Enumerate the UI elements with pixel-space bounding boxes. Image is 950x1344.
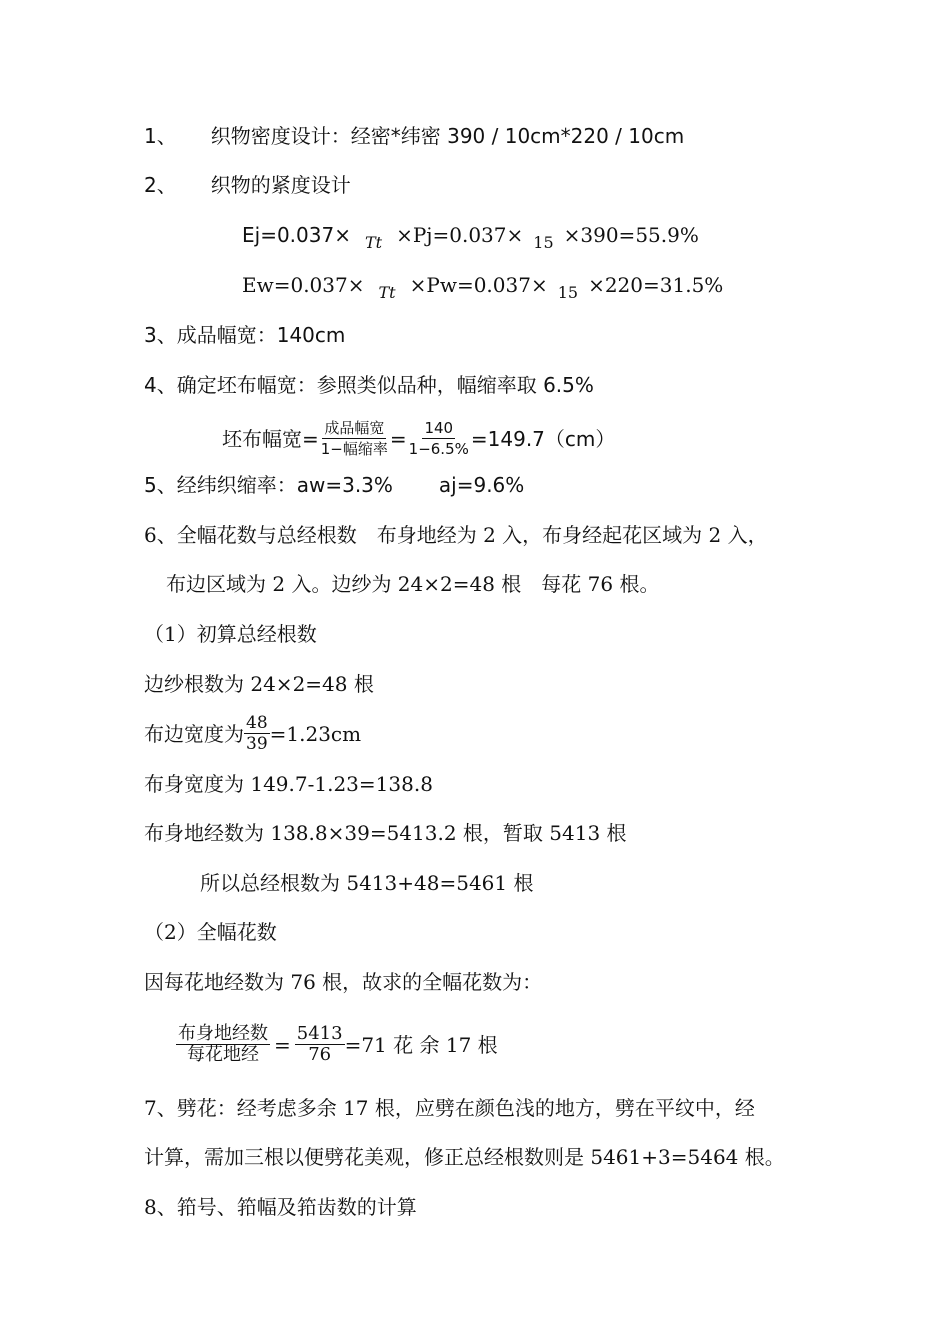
item-2 bbox=[144, 171, 351, 199]
formula-greige-width bbox=[222, 418, 615, 459]
hf-fraction-2: $\frac{5413}{76}$ bbox=[296, 1023, 343, 1065]
ew-part-c: ×220=31.5% bbox=[588, 273, 724, 297]
pb-result: =149.7（cm） bbox=[470, 426, 616, 451]
bw-fraction: $\frac{48}{39}$ bbox=[246, 713, 268, 754]
ew-part-a: Ew=0.037× bbox=[242, 273, 365, 297]
total-warp-count: 所以总经根数为 5413+48=5461 根 bbox=[200, 871, 534, 895]
pb-lead: 坯布幅宽= bbox=[222, 426, 319, 451]
ej-part-a: Ej=0.037× bbox=[242, 223, 351, 247]
pb-equals: = bbox=[389, 426, 407, 451]
bw-lead: 布边宽度为 bbox=[144, 721, 244, 746]
formula-ew bbox=[242, 271, 723, 301]
formula-ej bbox=[242, 221, 699, 251]
subsection-2: （2）全幅花数 bbox=[144, 920, 277, 944]
ew-tt: Tt bbox=[378, 283, 396, 302]
ew-part-b: ×Pw=0.037× bbox=[409, 273, 548, 297]
item-5-aj: aj=9.6% bbox=[438, 473, 525, 497]
subsection-1: （1）初算总经根数 bbox=[144, 622, 317, 646]
edge-width bbox=[144, 713, 361, 754]
ej-tt: Tt bbox=[364, 233, 383, 252]
ew-n: 15 bbox=[557, 283, 579, 302]
ej-part-c: ×390=55.9% bbox=[563, 223, 699, 247]
bw-result: =1.23cm bbox=[269, 721, 362, 746]
item-2-text: 织物的紧度设计 bbox=[210, 173, 351, 197]
item-5 bbox=[144, 471, 524, 499]
item-1 bbox=[144, 122, 684, 150]
formula-repeats bbox=[176, 1024, 498, 1065]
hf-result: =71 花 余 17 根 bbox=[344, 1032, 498, 1057]
item-8: 8、筘号、筘幅及筘齿数的计算 bbox=[144, 1195, 417, 1219]
pb-fraction-1: $\frac{\text{成品幅宽}}{\text{1−幅缩率}}$ bbox=[320, 419, 388, 458]
ej-n: 15 bbox=[533, 233, 554, 252]
hf-fraction-1: $\frac{\text{布身地经数}}{\text{每花地经}}$ bbox=[178, 1023, 268, 1065]
pb-fraction-2: $\frac{140}{1-6.5\%}$ bbox=[408, 419, 469, 458]
body-width: 布身宽度为 149.7-1.23=138.8 bbox=[144, 772, 433, 796]
item-2-number: 2、 bbox=[144, 173, 177, 197]
hf-equals: = bbox=[274, 1032, 291, 1057]
item-6-line-2: 布边区域为 2 入。边纱为 24×2=48 根 每花 76 根。 bbox=[166, 572, 660, 596]
item-7-line-2: 计算，需加三根以便劈花美观，修正总经根数则是 5461+3=5464 根。 bbox=[144, 1145, 785, 1169]
item-7-line-1: 7、劈花：经考虑多余 17 根，应劈在颜色浅的地方，劈在平纹中，经 bbox=[144, 1096, 755, 1120]
edge-yarn-count: 边纱根数为 24×2=48 根 bbox=[144, 672, 374, 696]
item-4: 4、确定坯布幅宽：参照类似品种，幅缩率取 6.5% bbox=[144, 373, 594, 397]
ej-part-b: ×Pj=0.037× bbox=[396, 223, 524, 247]
item-5-aw: 5、经纬织缩率：aw=3.3% bbox=[144, 473, 393, 497]
item-1-text: 织物密度设计：经密*纬密 390 / 10cm*220 / 10cm bbox=[210, 124, 685, 148]
item-1-number: 1、 bbox=[144, 124, 177, 148]
body-warp-count: 布身地经数为 138.8×39=5413.2 根，暂取 5413 根 bbox=[144, 821, 627, 845]
item-3: 3、成品幅宽：140cm bbox=[144, 323, 346, 347]
item-6-line-1: 6、全幅花数与总经根数 布身地经为 2 入，布身经起花区域为 2 入， bbox=[144, 523, 768, 547]
repeat-intro: 因每花地经数为 76 根，故求的全幅花数为： bbox=[144, 970, 543, 994]
